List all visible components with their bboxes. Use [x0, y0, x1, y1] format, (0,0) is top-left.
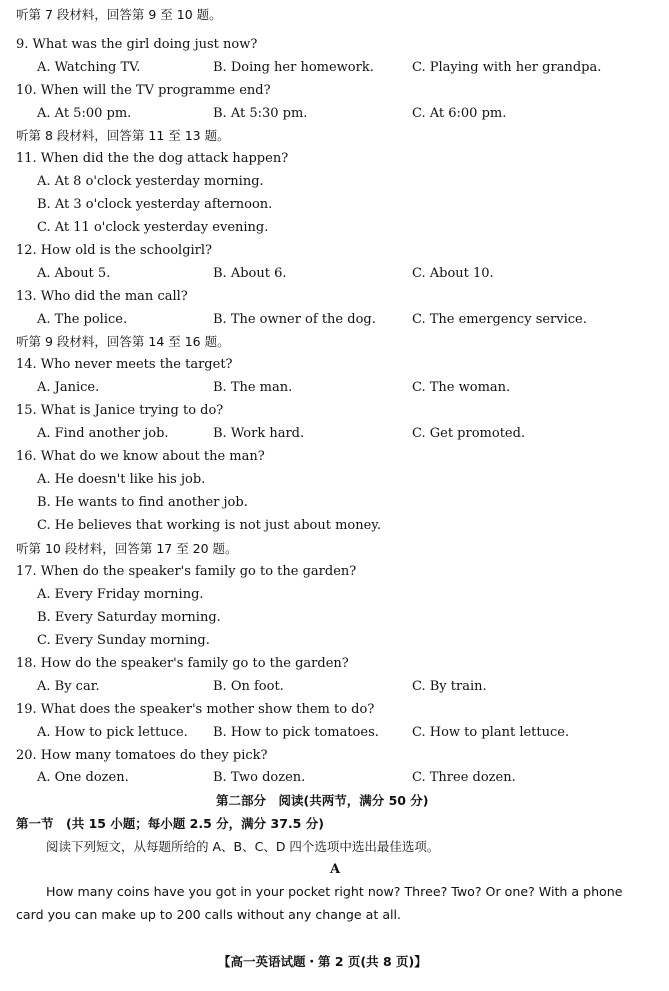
section-8-intro: 听第 8 段材料，回答第 11 至 13 题。 — [16, 128, 230, 143]
q16-option-b: B. He wants to find another job. — [37, 495, 248, 510]
q11-option-a: A. At 8 o'clock yesterday morning. — [37, 174, 264, 189]
question-10: 10. When will the TV programme end? — [16, 83, 271, 98]
q16-option-c: C. He believes that working is not just about money. — [37, 518, 382, 533]
q11-option-b: B. At 3 o'clock yesterday afternoon. — [37, 197, 273, 212]
question-15: 15. What is Janice trying to do? — [16, 403, 224, 418]
question-13: 13. Who did the man call? — [16, 289, 188, 304]
q10-option-b: B. At 5:30 pm. — [213, 106, 308, 121]
q14-option-a: A. Janice. — [37, 380, 100, 395]
q14-option-b: B. The man. — [213, 380, 293, 395]
q20-option-c: C. Three dozen. — [412, 770, 516, 785]
q10-option-c: C. At 6:00 pm. — [412, 106, 507, 121]
q13-option-b: B. The owner of the dog. — [213, 312, 376, 327]
q13-option-c: C. The emergency service. — [412, 312, 587, 327]
q9-option-c: C. Playing with her grandpa. — [412, 60, 602, 75]
q19-option-b: B. How to pick tomatoes. — [213, 725, 379, 740]
question-9: 9. What was the girl doing just now? — [16, 37, 258, 52]
question-19: 19. What does the speaker's mother show them to do? — [16, 702, 375, 717]
q19-option-a: A. How to pick lettuce. — [37, 725, 188, 740]
q15-option-a: A. Find another job. — [37, 426, 169, 441]
q15-option-b: B. Work hard. — [213, 426, 305, 441]
q17-option-a: A. Every Friday morning. — [37, 587, 204, 602]
part-2-title: 第二部分 阅读(共两节，满分 50 分) — [216, 793, 429, 808]
q11-option-c: C. At 11 o'clock yesterday evening. — [37, 220, 269, 235]
q17-option-c: C. Every Sunday morning. — [37, 633, 210, 648]
question-20: 20. How many tomatoes do they pick? — [16, 748, 268, 763]
reading-instruction: 阅读下列短文，从每题所给的 A、B、C、D 四个选项中选出最佳选项。 — [46, 839, 440, 854]
q17-option-b: B. Every Saturday morning. — [37, 610, 221, 625]
q12-option-b: B. About 6. — [213, 266, 287, 281]
q15-option-c: C. Get promoted. — [412, 426, 526, 441]
q20-option-a: A. One dozen. — [37, 770, 129, 785]
passage-line-1: How many coins have you got in your pocket right now? Three? Two? Or one? With a phone — [46, 884, 623, 899]
q10-option-a: A. At 5:00 pm. — [37, 106, 132, 121]
q16-option-a: A. He doesn't like his job. — [37, 472, 206, 487]
section-10-intro: 听第 10 段材料，回答第 17 至 20 题。 — [16, 541, 238, 556]
q9-option-a: A. Watching TV. — [37, 60, 141, 75]
page-footer: 【高一英语试题・第 2 页(共 8 页)】 — [218, 954, 427, 969]
q12-option-a: A. About 5. — [37, 266, 111, 281]
section-9-intro: 听第 9 段材料，回答第 14 至 16 题。 — [16, 334, 230, 349]
q14-option-c: C. The woman. — [412, 380, 511, 395]
q9-option-b: B. Doing her homework. — [213, 60, 374, 75]
q20-option-b: B. Two dozen. — [213, 770, 306, 785]
question-14: 14. Who never meets the target? — [16, 357, 233, 372]
q13-option-a: A. The police. — [37, 312, 128, 327]
section-7-intro: 听第 7 段材料，回答第 9 至 10 题。 — [16, 7, 222, 22]
passage-letter: A — [330, 862, 341, 877]
q19-option-c: C. How to plant lettuce. — [412, 725, 570, 740]
question-18: 18. How do the speaker's family go to the garden? — [16, 656, 349, 671]
question-11: 11. When did the the dog attack happen? — [16, 151, 289, 166]
question-12: 12. How old is the schoolgirl? — [16, 243, 213, 258]
q18-option-b: B. On foot. — [213, 679, 284, 694]
section-1-heading: 第一节 (共 15 小题；每小题 2.5 分，满分 37.5 分) — [16, 816, 324, 831]
q18-option-a: A. By car. — [37, 679, 100, 694]
q18-option-c: C. By train. — [412, 679, 487, 694]
q12-option-c: C. About 10. — [412, 266, 494, 281]
question-17: 17. When do the speaker's family go to the garden? — [16, 564, 357, 579]
question-16: 16. What do we know about the man? — [16, 449, 265, 464]
passage-line-2: card you can make up to 200 calls without any change at all. — [16, 907, 402, 922]
